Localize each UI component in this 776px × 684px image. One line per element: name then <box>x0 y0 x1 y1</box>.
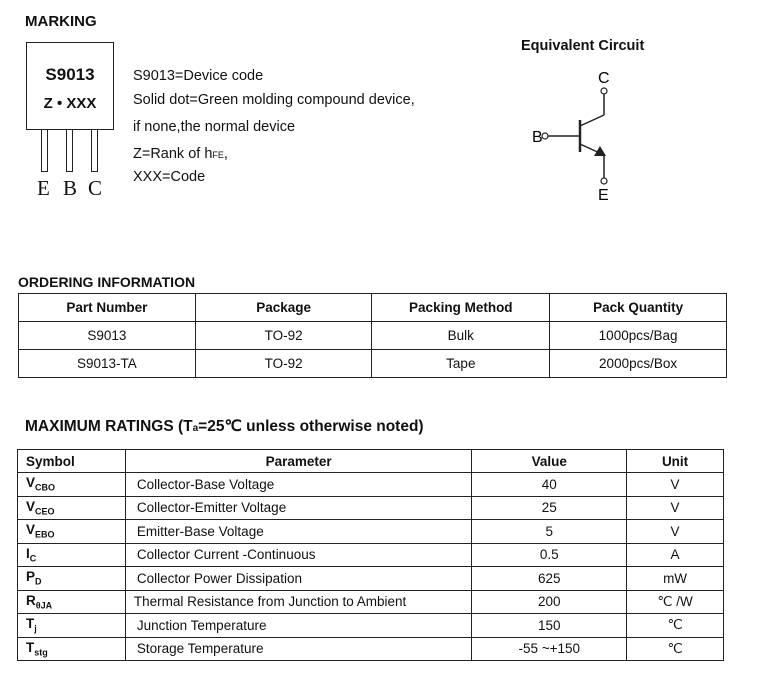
base-terminal <box>542 133 548 139</box>
ordering-cell: 2000pcs/Box <box>550 350 727 378</box>
ordering-cell: Bulk <box>372 322 550 350</box>
parameter-cell: Collector Current -Continuous <box>125 543 471 567</box>
symbol-letter: I <box>26 545 30 561</box>
collector-label: C <box>598 70 610 87</box>
ratings-heading <box>25 417 424 436</box>
ordering-table <box>18 293 727 378</box>
symbol-letter: V <box>26 475 36 491</box>
ordering-header-package: Package <box>195 294 372 322</box>
symbol-cell <box>18 590 126 614</box>
emitter-terminal <box>601 178 607 184</box>
parameter-cell: Junction Temperature <box>125 614 471 638</box>
symbol-subscript: j <box>34 624 37 635</box>
table-row <box>19 322 727 350</box>
unit-cell: mW <box>627 567 724 591</box>
marking-line-5: XXX=Code <box>133 169 206 185</box>
marking-heading: MARKING <box>25 13 97 30</box>
ratings-table <box>17 449 724 661</box>
marking-line-2: Solid dot=Green molding compound device, <box>133 92 415 108</box>
unit-cell: V <box>627 473 724 497</box>
symbol-subscript: D <box>35 577 42 588</box>
parameter-cell: Collector-Base Voltage <box>125 473 471 497</box>
transistor-symbol <box>520 64 630 204</box>
symbol-cell <box>18 543 126 567</box>
circuit-heading: Equivalent Circuit <box>521 38 645 54</box>
table-row <box>18 520 724 544</box>
unit-cell: ℃ <box>627 637 724 661</box>
table-row <box>18 567 724 591</box>
unit-cell: ℃ /W <box>627 590 724 614</box>
collector-terminal <box>601 88 607 94</box>
ratings-header-symbol: Symbol <box>18 450 126 473</box>
marking-line-4 <box>133 146 228 162</box>
ordering-cell: S9013-TA <box>19 350 196 378</box>
parameter-cell: Storage Temperature <box>125 637 471 661</box>
parameter-cell: Collector-Emitter Voltage <box>125 496 471 520</box>
symbol-letter: V <box>26 522 36 538</box>
symbol-subscript: CBO <box>35 483 56 494</box>
ratings-header-row <box>18 450 724 473</box>
ordering-header-part: Part Number <box>19 294 196 322</box>
package-code-top: S9013 <box>45 65 95 84</box>
table-row <box>19 350 727 378</box>
symbol-subscript: CEO <box>35 506 55 517</box>
parameter-cell: Thermal Resistance from Junction to Ambient <box>125 590 471 614</box>
pin-label-b: B <box>63 176 78 200</box>
ordering-cell: Tape <box>372 350 550 378</box>
rank-tail: , <box>223 146 228 162</box>
ordering-cell: TO-92 <box>195 322 372 350</box>
parameter-cell: Emitter-Base Voltage <box>125 520 471 544</box>
package-code-bottom: Z • XXX <box>43 95 97 112</box>
table-row <box>18 473 724 497</box>
ordering-cell: S9013 <box>19 322 196 350</box>
symbol-cell <box>18 473 126 497</box>
rank-text: Z=Rank of h <box>133 146 213 162</box>
marking-line-3: if none,the normal device <box>133 119 296 135</box>
ratings-heading-pre: MAXIMUM RATINGS (T <box>25 418 193 435</box>
ordering-heading: ORDERING INFORMATION <box>18 274 196 290</box>
value-cell: 625 <box>472 567 627 591</box>
base-label: B <box>532 129 543 146</box>
symbol-cell <box>18 520 126 544</box>
ratings-heading-post: =25℃ unless otherwise noted) <box>198 418 424 435</box>
value-cell: 200 <box>472 590 627 614</box>
table-row <box>18 590 724 614</box>
ordering-cell: TO-92 <box>195 350 372 378</box>
table-row <box>18 543 724 567</box>
value-cell: 25 <box>472 496 627 520</box>
value-cell: 5 <box>472 520 627 544</box>
ratings-header-unit: Unit <box>627 450 724 473</box>
marking-line-1: S9013=Device code <box>133 68 264 84</box>
ratings-header-parameter: Parameter <box>125 450 471 473</box>
value-cell: 0.5 <box>472 543 627 567</box>
parameter-cell: Collector Power Dissipation <box>125 567 471 591</box>
symbol-subscript: C <box>29 553 37 564</box>
value-cell: 40 <box>472 473 627 497</box>
value-cell: 150 <box>472 614 627 638</box>
symbol-letter: T <box>26 616 35 632</box>
lead-c <box>91 130 98 172</box>
symbol-letter: V <box>26 498 36 514</box>
unit-cell: A <box>627 543 724 567</box>
lead-e <box>41 130 48 172</box>
ratings-header-value: Value <box>472 450 627 473</box>
unit-cell: V <box>627 520 724 544</box>
lead-b <box>66 130 73 172</box>
table-row <box>18 496 724 520</box>
table-row <box>18 614 724 638</box>
unit-cell: V <box>627 496 724 520</box>
collector-diagonal <box>580 115 604 126</box>
symbol-cell <box>18 567 126 591</box>
table-row <box>18 637 724 661</box>
ordering-header-quantity: Pack Quantity <box>550 294 727 322</box>
hfe-subscript: FE <box>212 150 224 160</box>
symbol-subscript: θJA <box>35 600 53 611</box>
ordering-cell: 1000pcs/Bag <box>550 322 727 350</box>
ordering-header-packing: Packing Method <box>372 294 550 322</box>
value-cell: -55 ~+150 <box>472 637 627 661</box>
symbol-letter: T <box>26 639 35 655</box>
symbol-cell <box>18 614 126 638</box>
package-body <box>26 42 114 130</box>
pin-label-e: E <box>37 176 50 200</box>
unit-cell: ℃ <box>627 614 724 638</box>
ordering-header-row <box>19 294 727 322</box>
symbol-letter: R <box>26 592 36 608</box>
symbol-cell <box>18 637 126 661</box>
symbol-letter: P <box>26 569 36 585</box>
symbol-cell <box>18 496 126 520</box>
ratings-heading-sub: a <box>192 423 199 434</box>
pin-label-c: C <box>88 176 103 200</box>
symbol-subscript: stg <box>34 647 48 658</box>
symbol-subscript: EBO <box>35 530 55 541</box>
emitter-label: E <box>598 187 609 204</box>
